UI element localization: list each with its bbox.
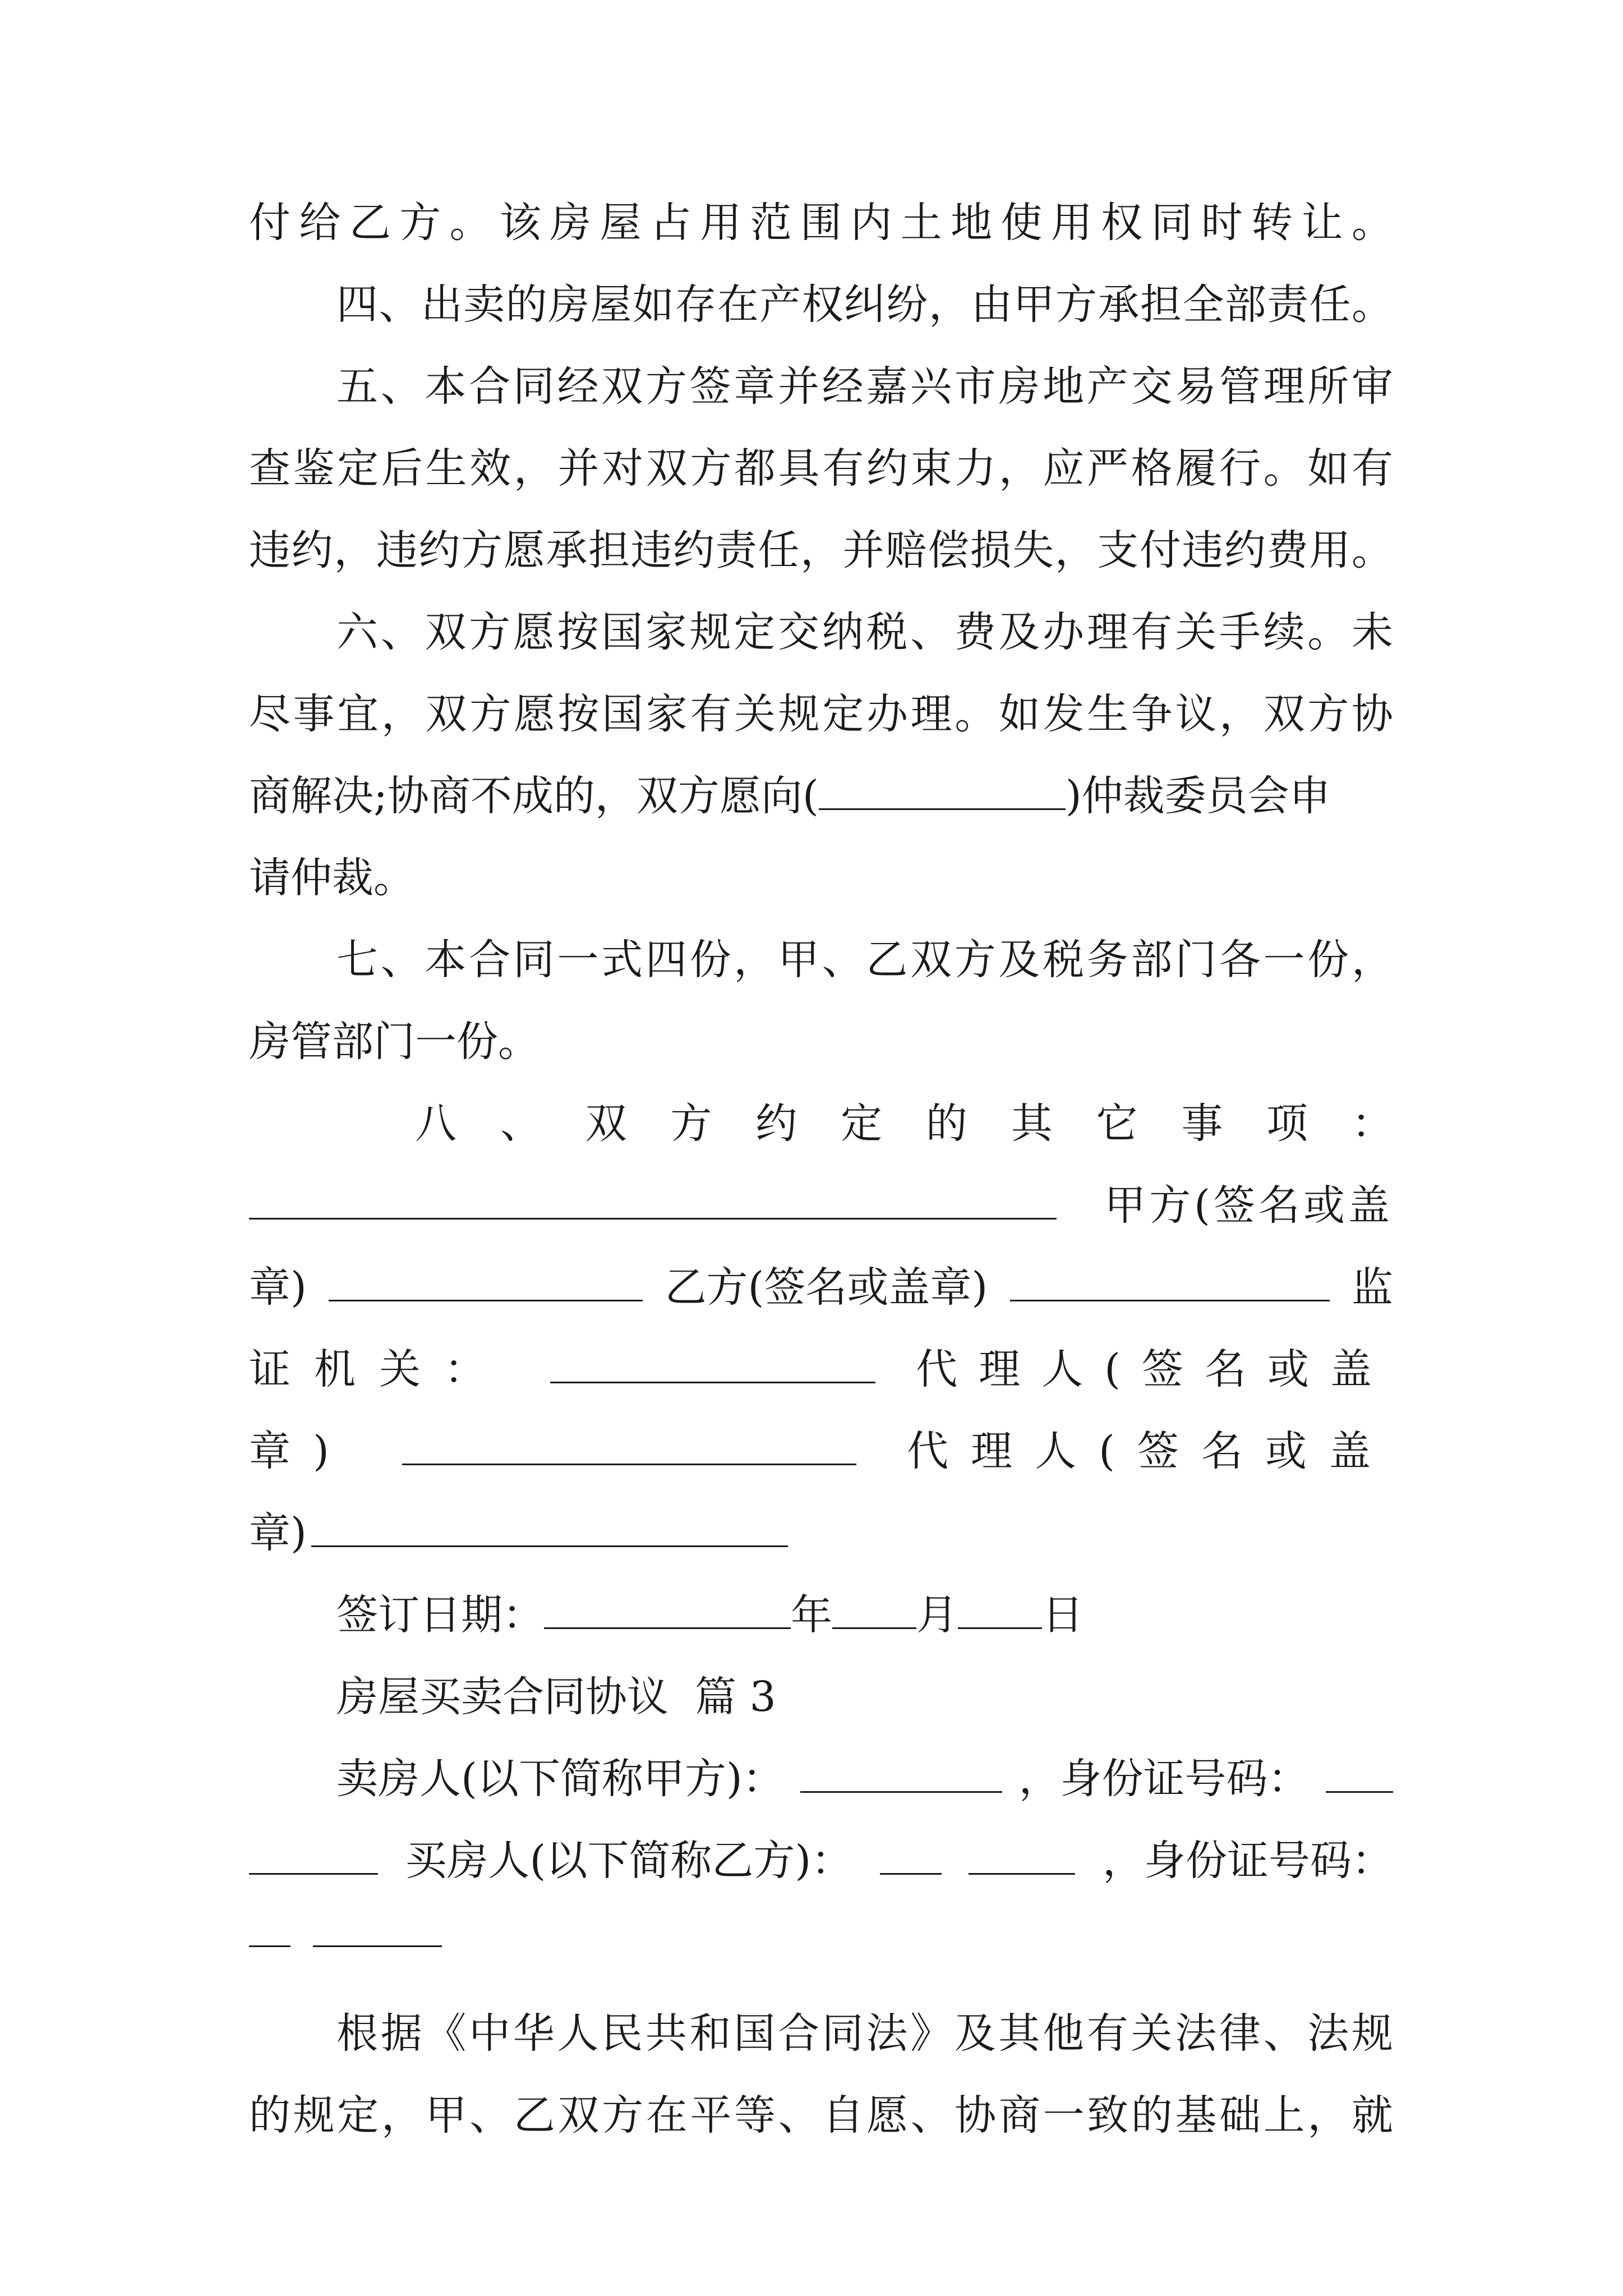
paragraph-line-1: 付给乙方。该房屋占用范围内土地使用权同时转让。 [249, 199, 1393, 247]
agent-1-signature-blank [402, 1424, 856, 1465]
clause-6-line-3 [249, 765, 1393, 827]
buyer-id-blank-2 [313, 1906, 442, 1947]
seller-name-blank [800, 1752, 1002, 1793]
jian-label: 监 [1352, 1263, 1393, 1312]
seller-id-blank-1 [1326, 1752, 1393, 1793]
zhang-close-label: 章) [249, 1263, 307, 1312]
clause-5-line-3: 违约，违约方愿承担违约责任，并赔偿损失，支付违约费用。 [249, 526, 1393, 574]
year-blank [544, 1588, 791, 1629]
buyer-id-line [249, 1906, 1393, 1968]
buyer-id-label: ，身份证号码： [1103, 1837, 1393, 1885]
agent-2-signature-blank [311, 1506, 788, 1547]
signature-line-1 [249, 1175, 1393, 1236]
clause-7-line-2: 房管部门一份。 [249, 1018, 540, 1066]
signature-line-5 [249, 1502, 1393, 1564]
agent-2-label: 代理人(签名或盖 [907, 1427, 1393, 1475]
preamble-line-2: 的规定，甲、乙双方在平等、自愿、协商一致的基础上，就 [249, 2091, 1393, 2139]
clause-4-line: 四、出卖的房屋如存在产权纠纷，由甲方承担全部责任。 [336, 280, 1393, 329]
buyer-line [249, 1830, 1393, 1892]
seller-line [336, 1748, 1393, 1810]
buyer-name-blank-1 [880, 1834, 942, 1875]
clause-8-heading: 八、双方约定的其它事项： [415, 1099, 1393, 1148]
zhang-close-2-label: 章) [249, 1509, 307, 1557]
party-b-signature-label: 乙方(签名或盖章) [665, 1263, 988, 1312]
clause-5-line-2: 查鉴定后生效，并对双方都具有约束力，应严格履行。如有 [249, 444, 1393, 493]
clause-6-line-1: 六、双方愿按国家规定交纳税、费及办理有关手续。未 [336, 608, 1393, 656]
signature-line-4 [249, 1420, 1393, 1482]
clause-7-line-1: 七、本合同一式四份，甲、乙双方及税务部门各一份， [336, 936, 1393, 984]
clause-6-line-4: 请仲裁。 [249, 854, 415, 902]
signature-line-2 [249, 1257, 1393, 1318]
authority-blank [550, 1342, 875, 1383]
buyer-id-blank-1 [249, 1906, 291, 1947]
clause-5-line-1: 五、本合同经双方签章并经嘉兴市房地产交易管理所审 [336, 362, 1393, 411]
arbitration-text-before: 商解决;协商不成的，双方愿向( [249, 772, 819, 820]
party-a-signature-label: 甲方(签名或盖 [1104, 1181, 1393, 1230]
year-label: 年 [791, 1591, 832, 1639]
day-blank [958, 1588, 1042, 1629]
date-line [336, 1584, 1393, 1646]
buyer-label: 买房人(以下简称乙方)： [405, 1837, 853, 1885]
clause-6-line-2: 尽事宜，双方愿按国家有关规定办理。如发生争议，双方协 [249, 690, 1393, 738]
seller-label: 卖房人(以下简称甲方)： [336, 1755, 784, 1803]
section-title: 房屋买卖合同协议 篇 3 [336, 1673, 776, 1721]
agent-1-label: 代理人(签名或盖 [916, 1345, 1393, 1393]
preamble-line-1: 根据《中华人民共和国合同法》及其他有关法律、法规 [336, 2009, 1393, 2058]
day-label: 日 [1042, 1591, 1083, 1639]
party-b-signature-blank [1010, 1260, 1330, 1301]
other-matters-blank [249, 1179, 1057, 1220]
seller-id-label: ，身份证号码： [1018, 1755, 1310, 1803]
zhang-close-spaced-label: 章) [249, 1427, 352, 1475]
month-label: 月 [916, 1591, 958, 1639]
seller-id-blank-2 [249, 1834, 378, 1875]
authority-label: 证机关： [249, 1345, 509, 1393]
month-blank [832, 1588, 916, 1629]
signature-line-3 [249, 1338, 1393, 1400]
arbitration-blank [819, 769, 1066, 810]
arbitration-text-after: )仲裁委员会申 [1065, 772, 1331, 820]
date-label: 签订日期： [336, 1591, 544, 1639]
party-a-signature-blank [329, 1260, 643, 1301]
buyer-name-blank-2 [969, 1834, 1075, 1875]
